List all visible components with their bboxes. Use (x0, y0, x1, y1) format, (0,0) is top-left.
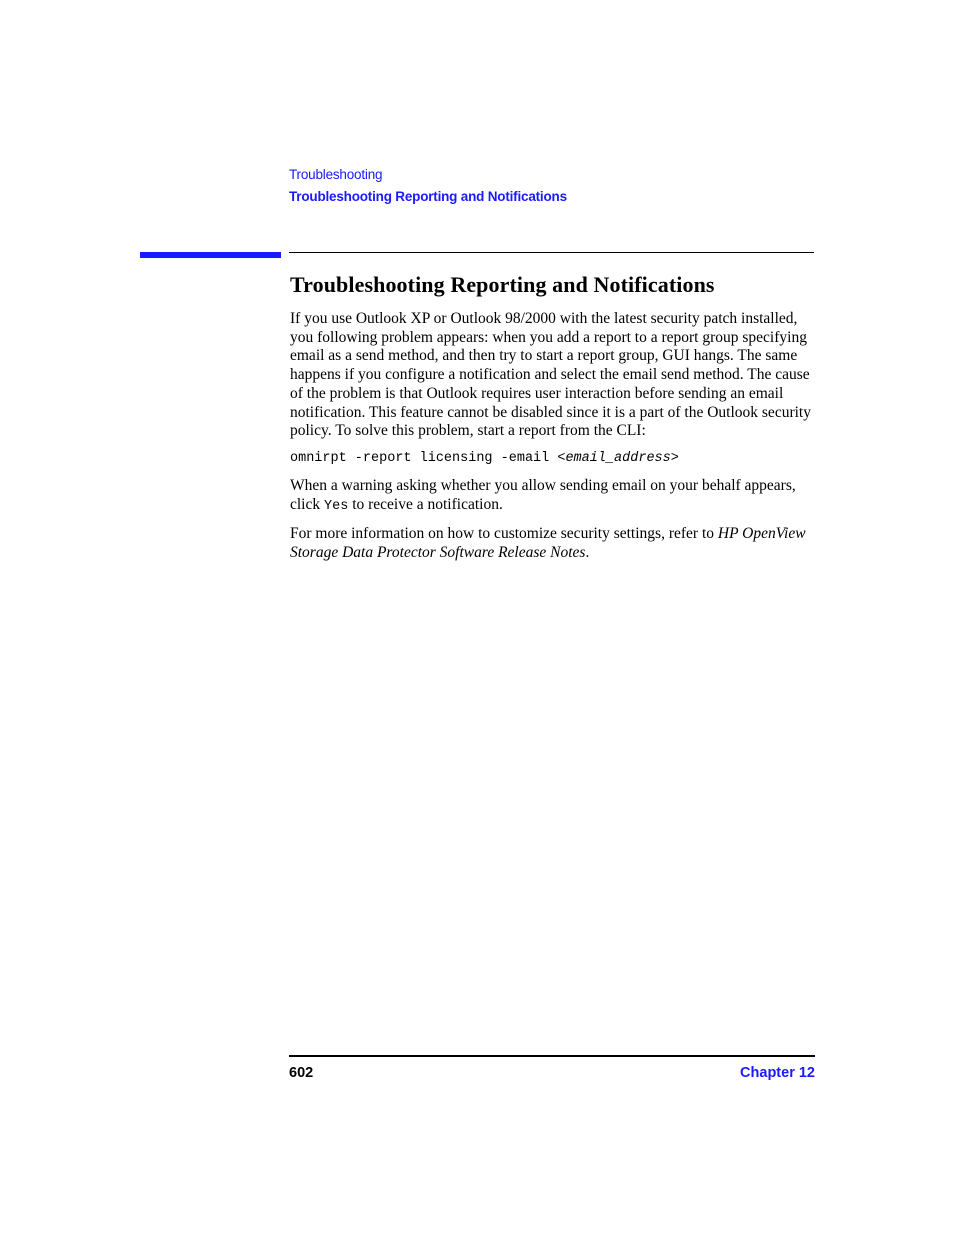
reference-text-before: For more information on how to customize security settings, refer to (290, 525, 718, 543)
yes-button-reference: Yes (324, 498, 349, 514)
reference-paragraph (290, 525, 815, 562)
warning-text-after: to receive a notification. (348, 495, 503, 513)
reference-text-after: . (585, 544, 590, 562)
running-header (289, 166, 567, 206)
footer-chapter-label: Chapter 12 (740, 1065, 815, 1081)
footer-rule (289, 1055, 815, 1057)
warning-text-before: When a warning asking whether you allow sending email on your behalf appears, click (290, 476, 796, 513)
cli-command (290, 450, 815, 468)
main-content (290, 270, 815, 563)
running-header-section: Troubleshooting Reporting and Notifications (289, 189, 567, 204)
warning-paragraph (290, 477, 815, 516)
cli-command-argument: <email_address> (557, 450, 679, 466)
section-top-rule (289, 252, 814, 253)
intro-paragraph: If you use Outlook XP or Outlook 98/2000 with the latest security patch installed, you following problem appears: when you add a report to a report group specifying email as a send method, and then try to start a report group, GUI hangs. The same happens if you configure a notification and select the email send method. The cause of the problem is that Outlook requires user interaction before sending an email notification. This feature cannot be disabled since it is a part of the Outlook security policy. To solve this problem, start a report from the CLI: (290, 310, 811, 440)
cli-command-text: omnirpt -report licensing -email (290, 450, 558, 466)
running-header-chapter: Troubleshooting (289, 167, 383, 182)
page-number: 602 (289, 1065, 314, 1081)
section-title: Troubleshooting Reporting and Notifications (290, 272, 715, 297)
section-marker-bar (140, 252, 281, 258)
release-notes-reference: HP OpenView Storage Data Protector Software Release Notes (290, 525, 806, 562)
